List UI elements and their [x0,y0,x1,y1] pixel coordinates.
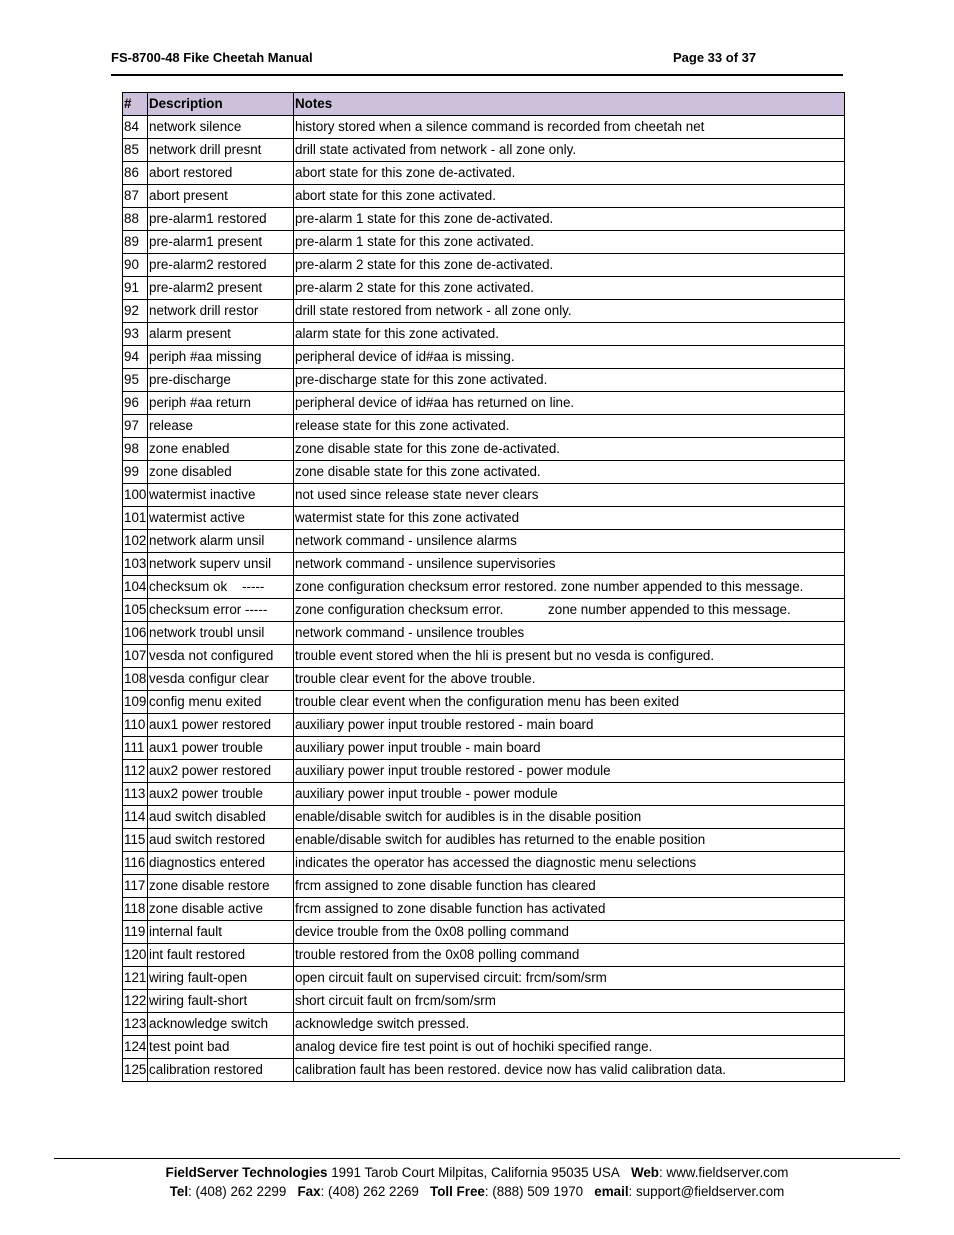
page-footer [54,1163,900,1201]
cell-description: pre-alarm1 present [148,231,294,254]
table-row [123,990,845,1013]
cell-notes: acknowledge switch pressed. [294,1013,845,1036]
footer-divider [54,1158,900,1159]
cell-description: pre-alarm1 restored [148,208,294,231]
cell-description: abort restored [148,162,294,185]
footer-tel-value: : (408) 262 2299 [188,1184,287,1199]
cell-number: 111 [123,737,148,760]
table-row [123,714,845,737]
cell-number: 118 [123,898,148,921]
table-row [123,346,845,369]
table-row [123,668,845,691]
table-row [123,162,845,185]
cell-description: aux2 power trouble [148,783,294,806]
table-row [123,898,845,921]
cell-description: vesda configur clear [148,668,294,691]
cell-notes: auxiliary power input trouble restored - power module [294,760,845,783]
cell-description: zone disable restore [148,875,294,898]
cell-notes: not used since release state never clears [294,484,845,507]
footer-email-value: : support@fieldserver.com [628,1184,785,1199]
cell-description: int fault restored [148,944,294,967]
cell-number: 109 [123,691,148,714]
cell-notes: device trouble from the 0x08 polling command [294,921,845,944]
cell-number: 117 [123,875,148,898]
table-row [123,392,845,415]
cell-notes: enable/disable switch for audibles is in the disable position [294,806,845,829]
cell-number: 98 [123,438,148,461]
cell-description: pre-alarm2 restored [148,254,294,277]
cell-number: 84 [123,116,148,139]
cell-number: 107 [123,645,148,668]
footer-fax-label: Fax [297,1184,321,1199]
cell-description: aux2 power restored [148,760,294,783]
cell-notes: frcm assigned to zone disable function has activated [294,898,845,921]
cell-description: config menu exited [148,691,294,714]
column-header-notes: Notes [294,93,845,116]
cell-description: periph #aa return [148,392,294,415]
table-row [123,783,845,806]
table-row [123,530,845,553]
cell-notes: pre-alarm 1 state for this zone de-activated. [294,208,845,231]
cell-notes: zone disable state for this zone de-activated. [294,438,845,461]
cell-notes: pre-alarm 2 state for this zone activated. [294,277,845,300]
cell-number: 104 [123,576,148,599]
cell-number: 120 [123,944,148,967]
cell-description: watermist inactive [148,484,294,507]
cell-description: network alarm unsil [148,530,294,553]
table-row [123,806,845,829]
table-row [123,139,845,162]
cell-notes: peripheral device of id#aa has returned on line. [294,392,845,415]
footer-line-1 [54,1163,900,1182]
cell-number: 114 [123,806,148,829]
cell-description: network drill restor [148,300,294,323]
cell-number: 106 [123,622,148,645]
cell-description: network silence [148,116,294,139]
cell-description: abort present [148,185,294,208]
table-row [123,829,845,852]
cell-description: internal fault [148,921,294,944]
table-row [123,553,845,576]
table-row [123,438,845,461]
table-row [123,254,845,277]
cell-description: network troubl unsil [148,622,294,645]
footer-line-2 [54,1182,900,1201]
cell-notes: pre-discharge state for this zone activated. [294,369,845,392]
table-row [123,1059,845,1082]
cell-notes: drill state restored from network - all zone only. [294,300,845,323]
footer-tollfree-label: Toll Free [430,1184,485,1199]
cell-number: 93 [123,323,148,346]
cell-number: 124 [123,1036,148,1059]
cell-number: 100 [123,484,148,507]
cell-notes: auxiliary power input trouble - main board [294,737,845,760]
table-row [123,484,845,507]
cell-description: checksum error ----- [148,599,294,622]
cell-number: 105 [123,599,148,622]
cell-number: 96 [123,392,148,415]
cell-notes: alarm state for this zone activated. [294,323,845,346]
cell-number: 123 [123,1013,148,1036]
cell-number: 88 [123,208,148,231]
footer-web-label: Web [630,1165,659,1180]
cell-number: 97 [123,415,148,438]
cell-number: 116 [123,852,148,875]
cell-number: 102 [123,530,148,553]
table-row [123,116,845,139]
cell-notes: auxiliary power input trouble restored - main board [294,714,845,737]
cell-number: 103 [123,553,148,576]
table-row [123,507,845,530]
table-row [123,1036,845,1059]
footer-tel-label: Tel [169,1184,189,1199]
table-row [123,415,845,438]
cell-notes: watermist state for this zone activated [294,507,845,530]
cell-notes: abort state for this zone activated. [294,185,845,208]
page-header [111,50,843,76]
cell-description: pre-alarm2 present [148,277,294,300]
cell-description: periph #aa missing [148,346,294,369]
table-row [123,277,845,300]
cell-number: 121 [123,967,148,990]
table-row [123,300,845,323]
cell-notes: network command - unsilence alarms [294,530,845,553]
cell-number: 89 [123,231,148,254]
footer-fax-value: : (408) 262 2269 [320,1184,419,1199]
cell-number: 101 [123,507,148,530]
table-row [123,208,845,231]
cell-description: zone disabled [148,461,294,484]
cell-notes: abort state for this zone de-activated. [294,162,845,185]
table-row [123,645,845,668]
cell-description: network superv unsil [148,553,294,576]
footer-tollfree-value: : (888) 509 1970 [484,1184,584,1199]
cell-notes: trouble restored from the 0x08 polling command [294,944,845,967]
table-row [123,737,845,760]
cell-description: aux1 power restored [148,714,294,737]
cell-description: wiring fault-short [148,990,294,1013]
cell-number: 85 [123,139,148,162]
cell-notes: trouble clear event when the configuration menu has been exited [294,691,845,714]
cell-description: aud switch disabled [148,806,294,829]
cell-description: test point bad [148,1036,294,1059]
cell-number: 92 [123,300,148,323]
table-body [123,116,845,1082]
cell-number: 110 [123,714,148,737]
cell-number: 112 [123,760,148,783]
cell-number: 108 [123,668,148,691]
footer-address: 1991 Tarob Court Milpitas, California 95035 USA [327,1165,620,1180]
cell-description: vesda not configured [148,645,294,668]
cell-description: checksum ok ----- [148,576,294,599]
table-row [123,461,845,484]
cell-notes: release state for this zone activated. [294,415,845,438]
cell-notes: pre-alarm 1 state for this zone activated. [294,231,845,254]
cell-notes: trouble event stored when the hli is present but no vesda is configured. [294,645,845,668]
cell-description: pre-discharge [148,369,294,392]
cell-notes: zone disable state for this zone activated. [294,461,845,484]
cell-description: release [148,415,294,438]
cell-number: 125 [123,1059,148,1082]
cell-notes: indicates the operator has accessed the diagnostic menu selections [294,852,845,875]
column-header-description: Description [148,93,294,116]
cell-notes: pre-alarm 2 state for this zone de-activated. [294,254,845,277]
cell-number: 115 [123,829,148,852]
table-row [123,185,845,208]
footer-company: FieldServer Technologies [165,1165,328,1180]
cell-number: 87 [123,185,148,208]
cell-notes: drill state activated from network - all zone only. [294,139,845,162]
cell-description: watermist active [148,507,294,530]
table-row [123,599,845,622]
table-row [123,323,845,346]
cell-description: aud switch restored [148,829,294,852]
cell-number: 90 [123,254,148,277]
cell-notes: history stored when a silence command is recorded from cheetah net [294,116,845,139]
cell-number: 95 [123,369,148,392]
cell-number: 119 [123,921,148,944]
table-row [123,622,845,645]
cell-notes: open circuit fault on supervised circuit: frcm/som/srm [294,967,845,990]
cell-description: calibration restored [148,1059,294,1082]
cell-notes: analog device fire test point is out of hochiki specified range. [294,1036,845,1059]
cell-notes: calibration fault has been restored. device now has valid calibration data. [294,1059,845,1082]
cell-description: network drill presnt [148,139,294,162]
cell-number: 99 [123,461,148,484]
page-number: Page 33 of 37 [673,50,757,65]
cell-notes: frcm assigned to zone disable function has cleared [294,875,845,898]
table-row [123,760,845,783]
table-row [123,921,845,944]
cell-description: zone enabled [148,438,294,461]
table-row [123,691,845,714]
cell-notes: enable/disable switch for audibles has returned to the enable position [294,829,845,852]
cell-number: 94 [123,346,148,369]
cell-notes: trouble clear event for the above trouble. [294,668,845,691]
table-row [123,944,845,967]
cell-number: 86 [123,162,148,185]
event-message-table [122,92,845,1082]
cell-notes: zone configuration checksum error. zone number appended to this message. [294,599,845,622]
cell-description: aux1 power trouble [148,737,294,760]
cell-notes: short circuit fault on frcm/som/srm [294,990,845,1013]
cell-description: diagnostics entered [148,852,294,875]
table-row [123,852,845,875]
cell-number: 91 [123,277,148,300]
table-row [123,231,845,254]
cell-description: alarm present [148,323,294,346]
document-title: FS-8700-48 Fike Cheetah Manual [111,50,313,65]
table-header-row [123,93,845,116]
table-row [123,576,845,599]
cell-description: acknowledge switch [148,1013,294,1036]
cell-notes: network command - unsilence supervisories [294,553,845,576]
column-header-number: # [123,93,148,116]
cell-notes: peripheral device of id#aa is missing. [294,346,845,369]
cell-notes: auxiliary power input trouble - power module [294,783,845,806]
cell-number: 122 [123,990,148,1013]
cell-notes: zone configuration checksum error restored. zone number appended to this message. [294,576,845,599]
cell-description: zone disable active [148,898,294,921]
footer-email-label: email [594,1184,629,1199]
footer-web-value: : www.fieldserver.com [658,1165,789,1180]
cell-number: 113 [123,783,148,806]
cell-notes: network command - unsilence troubles [294,622,845,645]
table-row [123,967,845,990]
table-row [123,875,845,898]
table-row [123,369,845,392]
cell-description: wiring fault-open [148,967,294,990]
table-row [123,1013,845,1036]
